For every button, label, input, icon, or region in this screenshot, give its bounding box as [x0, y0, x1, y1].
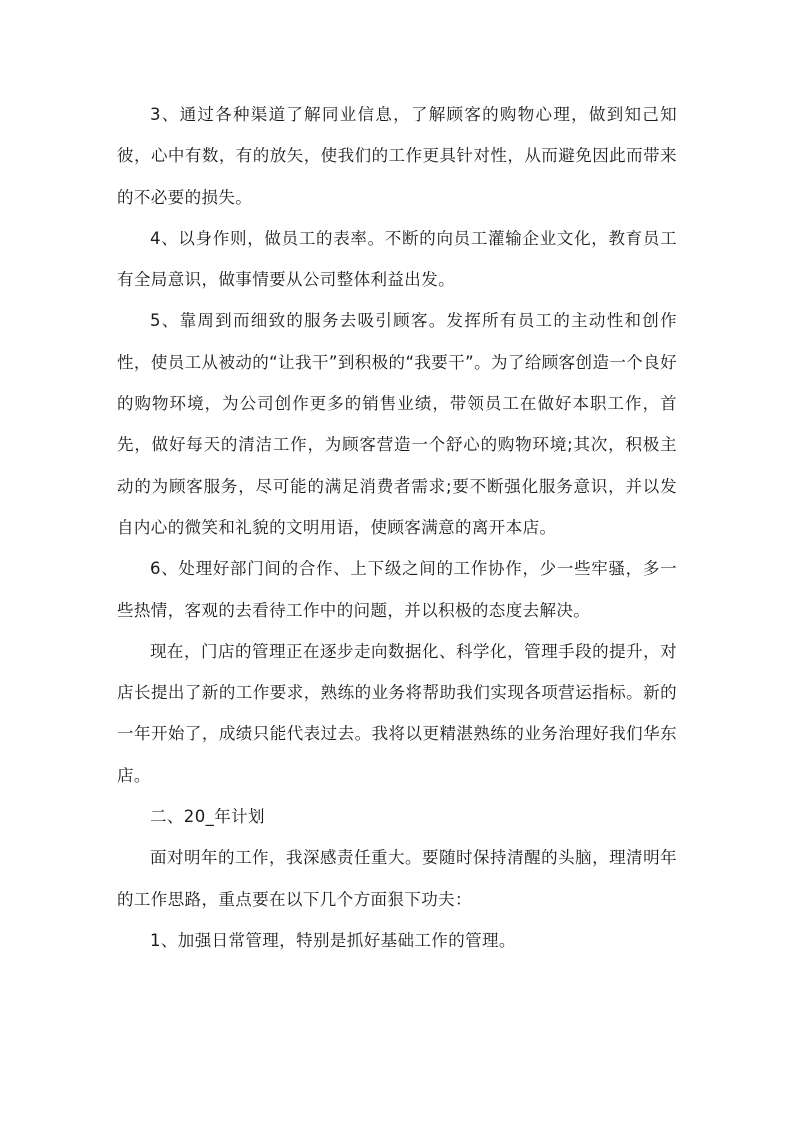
paragraph-point-4: 4、以身作则，做员工的表率。不断的向员工灌输企业文化，教育员工有全局意识，做事情要从公司整体利益出发。 — [117, 228, 677, 290]
paragraph-point-5: 5、靠周到而细致的服务去吸引顾客。发挥所有员工的主动性和创作性，使员工从被动的“让我干”到积极的“我要干”。为了给顾客创造一个良好的购物环境，为公司创作更多的销售业绩，带领员工在做好本职工作，首先，做好每天的清洁工作，为顾客营造一个舒心的购物环境;其次，积极主动的为顾客服务，尽可能的满足消费者需求;要不断强化服务意识，并以发自内心的微笑和礼貌的文明用语，使顾客满意的离开本店。 — [117, 311, 677, 537]
paragraph-point-6: 6、处理好部门间的合作、上下级之间的工作协作，少一些牢骚，多一些热情，客观的去看待工作中的问题，并以积极的态度去解决。 — [117, 559, 677, 620]
paragraph-plan-point-1: 1、加强日常管理，特别是抓好基础工作的管理。 — [150, 930, 516, 950]
paragraph-summary: 现在，门店的管理正在逐步走向数据化、科学化，管理手段的提升，对店长提出了新的工作要求，熟练的业务将帮助我们实现各项营运指标。新的一年开始了，成绩只能代表过去。我将以更精湛熟练的业务治理好我们华东店。 — [117, 641, 677, 785]
document-body — [117, 94, 677, 961]
paragraph-plan-intro: 面对明年的工作，我深感责任重大。要随时保持清醒的头脑，理清明年的工作思路，重点要在以下几个方面狠下功夫： — [117, 848, 677, 909]
paragraph-point-3: 3、通过各种渠道了解同业信息，了解顾客的购物心理，做到知己知彼，心中有数，有的放矢，使我们的工作更具针对性，从而避免因此而带来的不必要的损失。 — [117, 105, 677, 207]
section-heading-plan: 二、20_年计划 — [150, 807, 265, 827]
